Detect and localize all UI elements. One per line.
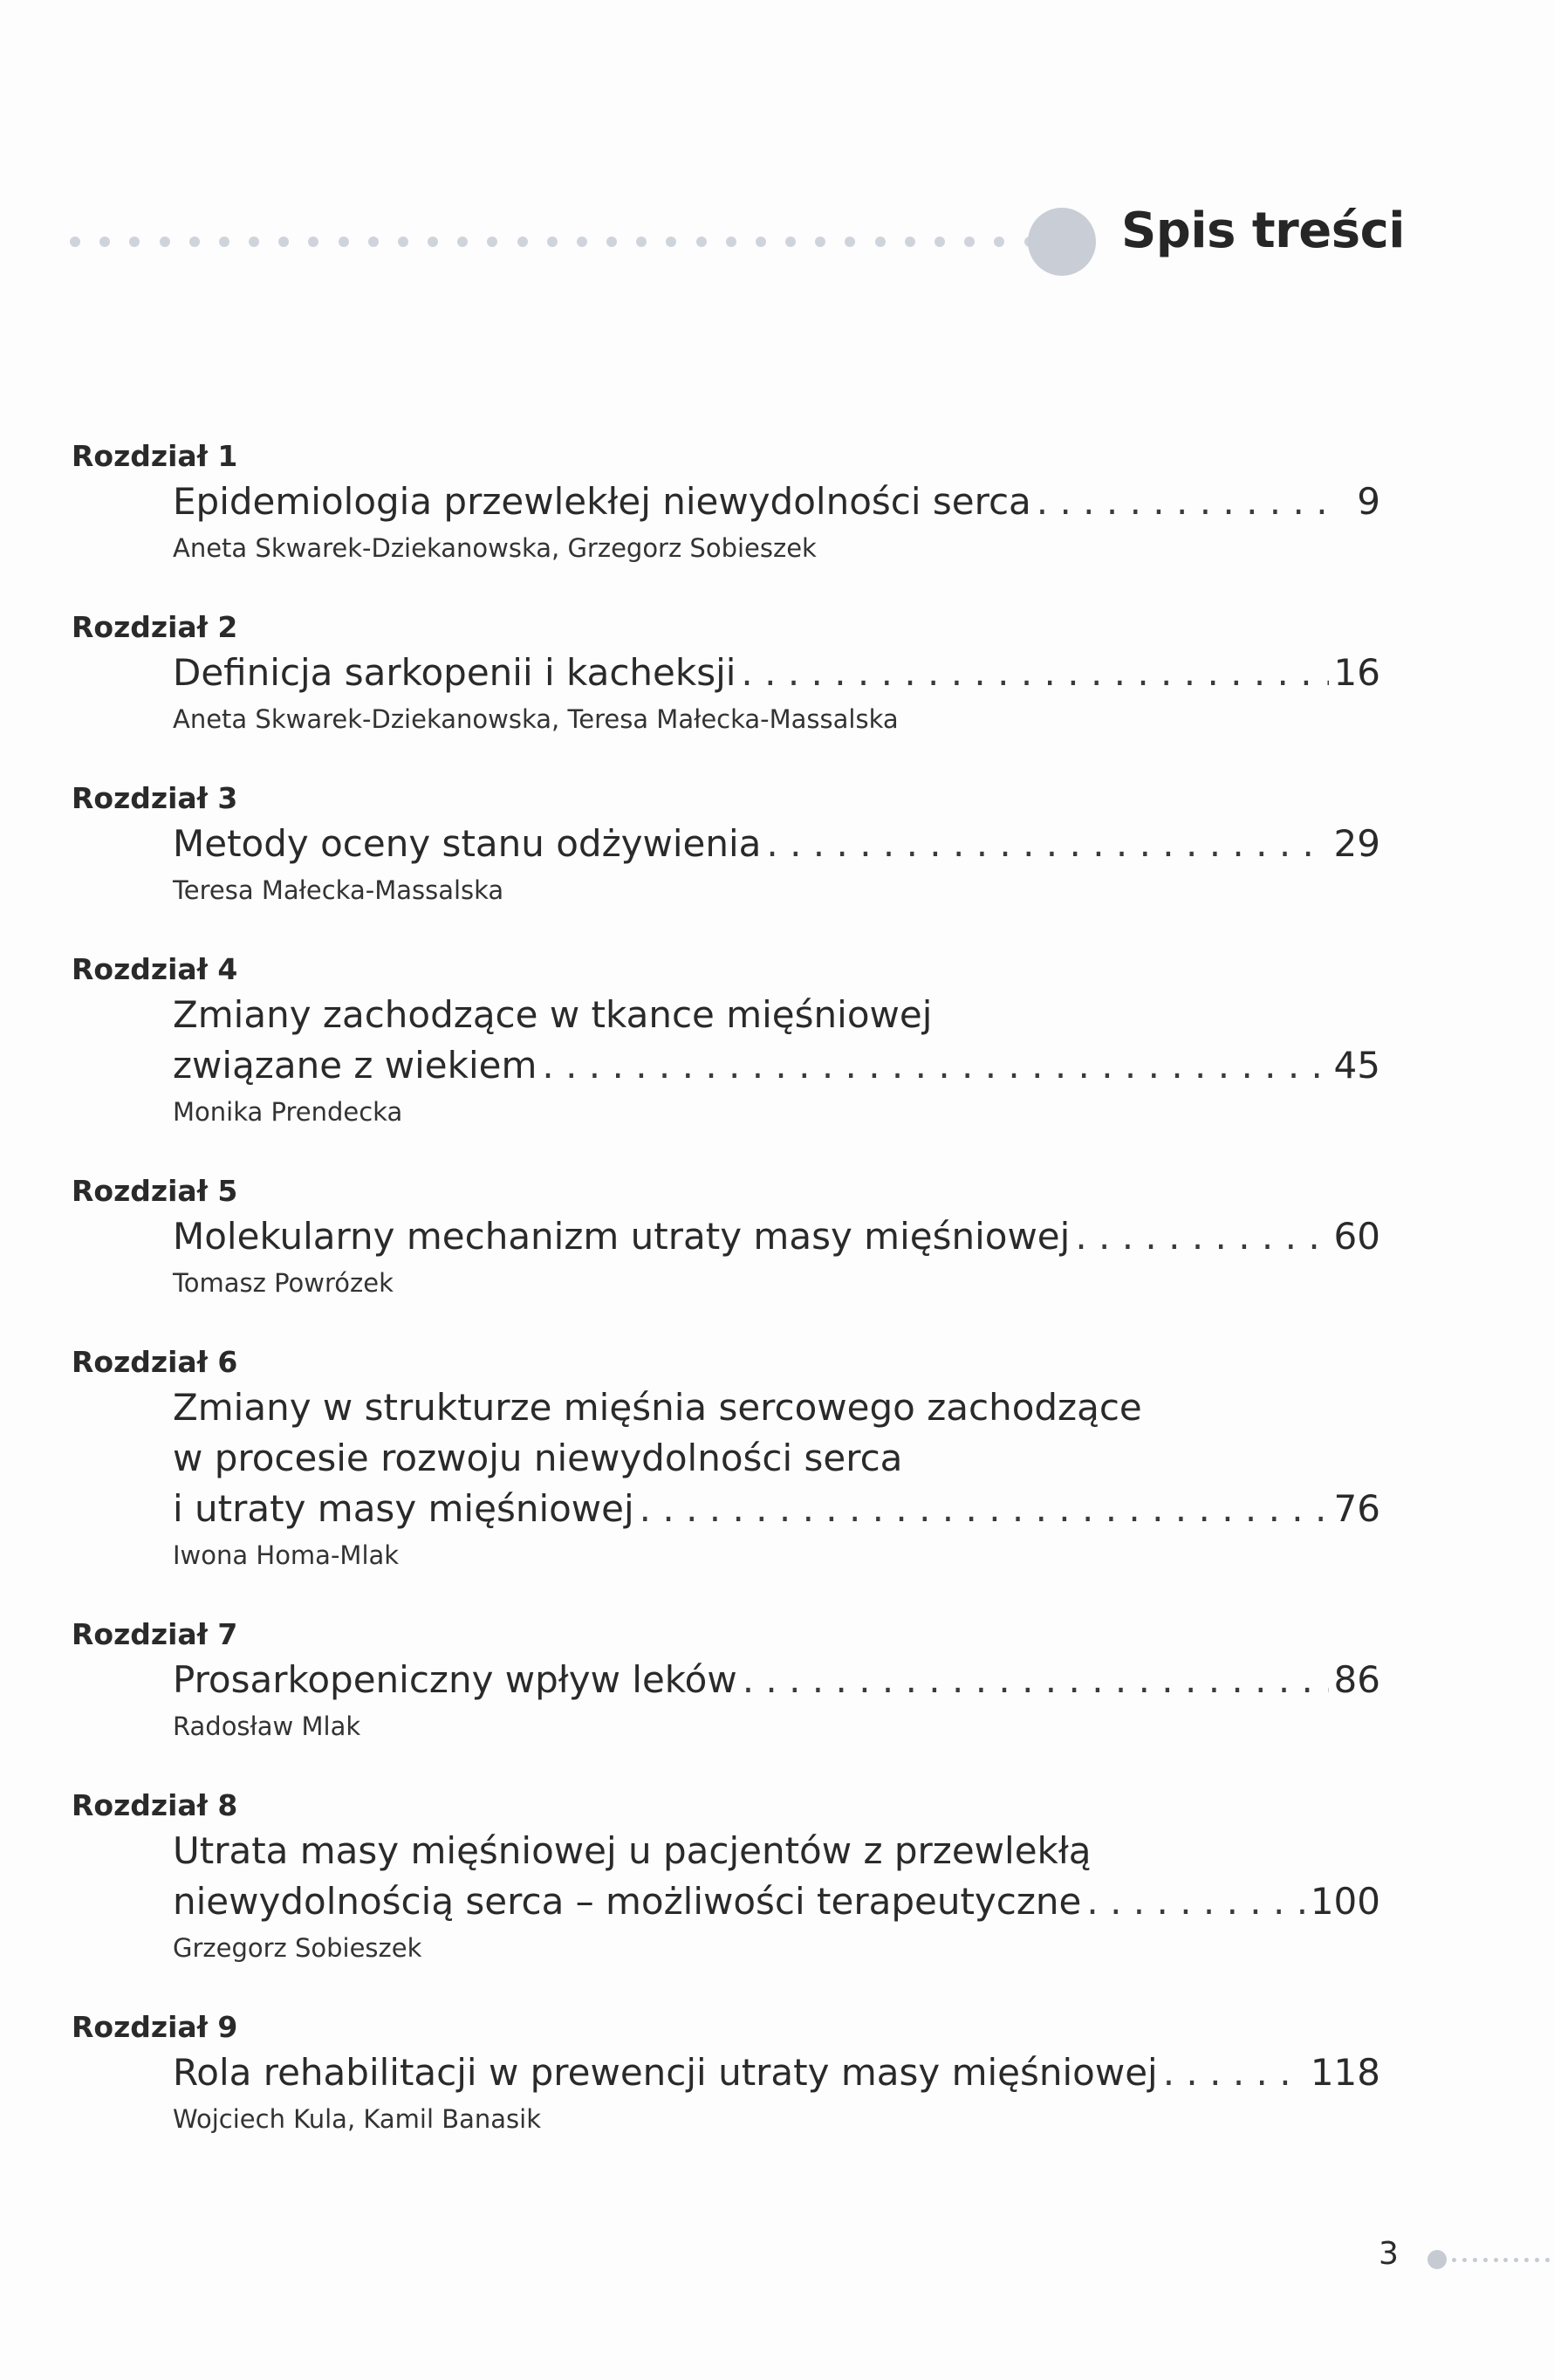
chapter-body [173, 1655, 1380, 1746]
chapter-page-number: 100 [1310, 1880, 1380, 1923]
toc-entry [72, 778, 1380, 909]
chapter-title-row [173, 1484, 1380, 1534]
dot-leader [1037, 477, 1340, 527]
chapter-title-line: niewydolnością serca – możliwości terapeutyczne [173, 1880, 1082, 1923]
chapter-authors: Teresa Małecka-Massalska [173, 875, 504, 905]
decorative-dot [934, 237, 945, 247]
decorative-dot [219, 237, 229, 247]
decorative-dot [606, 237, 617, 247]
decorative-dot [696, 237, 707, 247]
chapter-label: Rozdział 6 [72, 1345, 238, 1379]
chapter-title-row [173, 648, 1380, 698]
chapter-title-line: Prosarkopeniczny wpływ leków [173, 1658, 737, 1701]
decorative-dot [487, 237, 497, 247]
decorative-dot [905, 237, 915, 247]
chapter-title-row [173, 1876, 1380, 1927]
decorative-dot [1514, 2258, 1518, 2262]
dot-leader [1163, 2047, 1305, 2098]
decorative-dot-row [1452, 2257, 1550, 2262]
chapter-body [173, 1382, 1380, 1574]
chapter-title-row [173, 1040, 1380, 1091]
decorative-dot [1494, 2258, 1498, 2262]
chapter-title-line: Zmiany w strukturze mięśnia sercowego zachodzące [173, 1386, 1142, 1429]
chapter-body [173, 819, 1380, 909]
decorative-dot [70, 237, 80, 247]
chapter-title-line: Definicja sarkopenii i kacheksji [173, 651, 736, 694]
decorative-dot [815, 237, 825, 247]
chapter-title-row [173, 2047, 1380, 2098]
dot-leader [741, 648, 1328, 698]
chapter-label: Rozdział 2 [72, 610, 238, 644]
toc-header [61, 192, 1405, 288]
chapter-body [173, 2047, 1380, 2138]
decorative-dot [756, 237, 766, 247]
decorative-dot [129, 237, 140, 247]
chapter-page-number: 60 [1333, 1215, 1380, 1258]
decorative-circle [1028, 208, 1096, 276]
decorative-dot [249, 237, 259, 247]
dot-leader [1086, 1876, 1304, 1927]
decorative-dot [785, 237, 796, 247]
decorative-dot [1462, 2258, 1467, 2262]
chapter-label: Rozdział 1 [72, 439, 238, 473]
toc-entry [72, 607, 1380, 738]
toc-entry [72, 436, 1380, 567]
decorative-dot [845, 237, 855, 247]
page-title: Spis treści [1120, 202, 1405, 259]
chapter-title-line: Utrata masy mięśniowej u pacjentów z przewlekłą [173, 1829, 1092, 1872]
toc-entry [72, 950, 1380, 1131]
decorative-dot [547, 237, 558, 247]
decorative-dot [994, 237, 1004, 247]
chapter-page-number: 76 [1333, 1487, 1380, 1530]
decorative-dot [99, 237, 110, 247]
decorative-dot [368, 237, 379, 247]
decorative-dot [964, 237, 975, 247]
decorative-dot [1452, 2258, 1456, 2262]
decorative-dot [1483, 2258, 1488, 2262]
chapter-title-line: i utraty masy mięśniowej [173, 1487, 634, 1530]
page-number: 3 [1379, 2236, 1399, 2272]
chapter-authors: Wojciech Kula, Kamil Banasik [173, 2104, 542, 2134]
chapter-page-number: 9 [1357, 480, 1380, 523]
dot-leader [542, 1040, 1328, 1091]
decorative-dot [577, 237, 587, 247]
chapter-authors: Aneta Skwarek-Dziekanowska, Grzegorz Sobieszek [173, 533, 817, 563]
decorative-dot [726, 237, 736, 247]
page-footer [1379, 2234, 1553, 2278]
chapter-label: Rozdział 7 [72, 1617, 238, 1651]
chapter-title-line: Rola rehabilitacji w prewencji utraty masy mięśniowej [173, 2051, 1158, 2094]
decorative-dot [1535, 2258, 1539, 2262]
toc-entry [72, 1171, 1380, 1302]
table-of-contents [72, 436, 1380, 2178]
chapter-page-number: 86 [1333, 1658, 1380, 1701]
chapter-authors: Iwona Homa-Mlak [173, 1540, 400, 1570]
decorative-dot [1545, 2258, 1550, 2262]
dot-leader [1075, 1211, 1328, 1262]
decorative-dot [428, 237, 438, 247]
chapter-authors: Monika Prendecka [173, 1097, 403, 1127]
chapter-title-line: Metody oceny stanu odżywienia [173, 822, 762, 865]
chapter-authors: Aneta Skwarek-Dziekanowska, Teresa Małecka-Massalska [173, 704, 899, 734]
chapter-title-line: związane z wiekiem [173, 1044, 537, 1087]
decorative-dot [1503, 2258, 1508, 2262]
chapter-authors: Radosław Mlak [173, 1711, 361, 1741]
chapter-page-number: 29 [1333, 822, 1380, 865]
decorative-dot [875, 237, 886, 247]
toc-entry [72, 1342, 1380, 1574]
toc-entry [72, 1615, 1380, 1746]
chapter-title-line: Epidemiologia przewlekłej niewydolności serca [173, 480, 1031, 523]
decorative-circle [1427, 2250, 1447, 2269]
decorative-dot [278, 237, 289, 247]
chapter-title-row [173, 1211, 1380, 1262]
dot-leader [640, 1484, 1329, 1534]
chapter-body [173, 1826, 1380, 1967]
decorative-dot [1473, 2258, 1477, 2262]
chapter-authors: Tomasz Powrózek [173, 1268, 394, 1298]
chapter-title-row [173, 477, 1380, 527]
chapter-body [173, 990, 1380, 1131]
decorative-dot [636, 237, 647, 247]
dot-leader [766, 819, 1328, 869]
chapter-page-number: 45 [1333, 1044, 1380, 1087]
decorative-dot [308, 237, 318, 247]
chapter-body [173, 477, 1380, 567]
chapter-title-row [173, 819, 1380, 869]
toc-entry [72, 1786, 1380, 1967]
chapter-title-line: Molekularny mechanizm utraty masy mięśniowej [173, 1215, 1071, 1258]
decorative-dot [339, 237, 349, 247]
decorative-dot [1524, 2258, 1529, 2262]
decorative-dot [189, 237, 200, 247]
chapter-label: Rozdział 5 [72, 1174, 238, 1208]
chapter-page-number: 16 [1333, 651, 1380, 694]
chapter-title-line: w procesie rozwoju niewydolności serca [173, 1437, 903, 1479]
chapter-label: Rozdział 8 [72, 1788, 238, 1822]
dot-leader [743, 1655, 1329, 1705]
chapter-body [173, 648, 1380, 738]
chapter-label: Rozdział 3 [72, 781, 238, 815]
decorative-dot [457, 237, 468, 247]
chapter-authors: Grzegorz Sobieszek [173, 1933, 422, 1963]
chapter-label: Rozdział 4 [72, 952, 238, 986]
chapter-page-number: 118 [1310, 2051, 1380, 2094]
decorative-dot [666, 237, 676, 247]
decorative-dot-row [70, 236, 1065, 248]
chapter-body [173, 1211, 1380, 1302]
chapter-title-line: Zmiany zachodzące w tkance mięśniowej [173, 993, 933, 1036]
decorative-dot [160, 237, 170, 247]
decorative-dot [517, 237, 528, 247]
decorative-dot [398, 237, 408, 247]
chapter-title-row [173, 1655, 1380, 1705]
toc-entry [72, 2007, 1380, 2138]
chapter-label: Rozdział 9 [72, 2010, 238, 2044]
